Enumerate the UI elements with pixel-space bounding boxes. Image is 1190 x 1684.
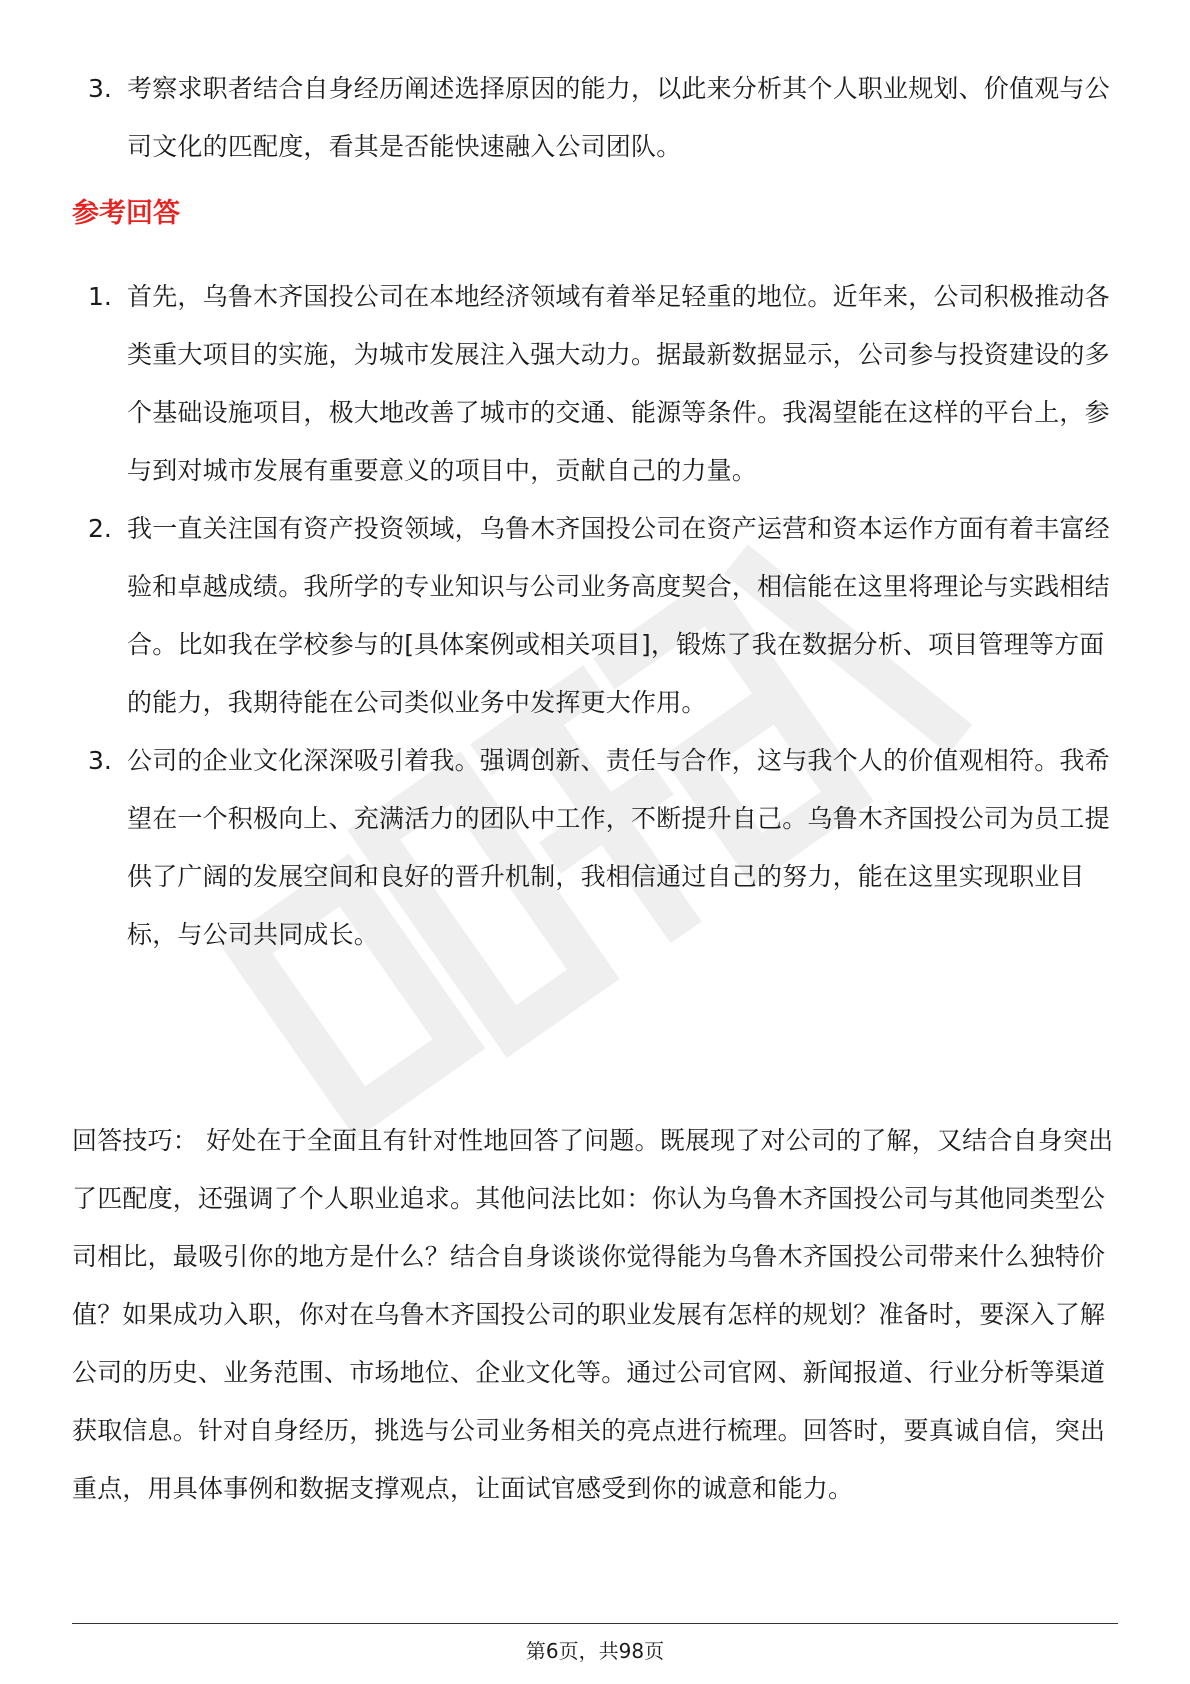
footer-divider xyxy=(72,1623,1118,1624)
list-item-number: 1. xyxy=(88,282,112,311)
answer-list xyxy=(0,268,1190,964)
list-item-number: 2. xyxy=(88,514,112,543)
list-item-number: 3. xyxy=(88,746,112,775)
list-item-text: 考察求职者结合自身经历阐述选择原因的能力，以此来分析其个人职业规划、价值观与公司文化的匹配度，看其是否能快速融入公司团队。 xyxy=(127,74,1110,161)
page-number: 第6页，共98页 xyxy=(525,1639,665,1663)
list-item-text: 首先，乌鲁木齐国投公司在本地经济领域有着举足轻重的地位。近年来，公司积极推动各类重大项目的实施，为城市发展注入强大动力。据最新数据显示，公司参与投资建设的多个基础设施项目，极大地改善了城市的交通、能源等条件。我渴望能在这样的平台上，参与到对城市发展有重要意义的项目中，贡献自己的力量。 xyxy=(127,282,1110,485)
intro-list-item xyxy=(0,60,1190,176)
answer-list-item xyxy=(0,732,1190,964)
section-heading-reference-answer: 参考回答 xyxy=(72,198,180,229)
list-item-number: 3. xyxy=(88,74,112,103)
intro-list xyxy=(0,60,1190,176)
answer-list-item xyxy=(0,268,1190,500)
answer-tips-paragraph: 回答技巧： 好处在于全面且有针对性地回答了问题。既展现了对公司的了解，又结合自身突出了匹配度，还强调了个人职业追求。其他问法比如：你认为乌鲁木齐国投公司与其他同类型公司相比，最吸引你的地方是什么？结合自身谈谈你觉得能为乌鲁木齐国投公司带来什么独特价值？如果成功入职，你对在乌鲁木齐国投公司的职业发展有怎样的规划？准备时，要深入了解公司的历史、业务范围、市场地位、企业文化等。通过公司官网、新闻报道、行业分析等渠道获取信息。针对自身经历，挑选与公司业务相关的亮点进行梳理。回答时，要真诚自信，突出重点，用具体事例和数据支撑观点，让面试官感受到你的诚意和能力。 xyxy=(72,1126,1114,1503)
list-item-text: 公司的企业文化深深吸引着我。强调创新、责任与合作，这与我个人的价值观相符。我希望在一个积极向上、充满活力的团队中工作，不断提升自己。乌鲁木齐国投公司为员工提供了广阔的发展空间和良好的晋升机制，我相信通过自己的努力，能在这里实现职业目标，与公司共同成长。 xyxy=(127,746,1110,949)
answer-list-item xyxy=(0,500,1190,732)
list-item-text: 我一直关注国有资产投资领域，乌鲁木齐国投公司在资产运营和资本运作方面有着丰富经验和卓越成绩。我所学的专业知识与公司业务高度契合，相信能在这里将理论与实践相结合。比如我在学校参与的[具体案例或相关项目]，锻炼了我在数据分析、项目管理等方面的能力，我期待能在公司类似业务中发挥更大作用。 xyxy=(127,514,1110,717)
